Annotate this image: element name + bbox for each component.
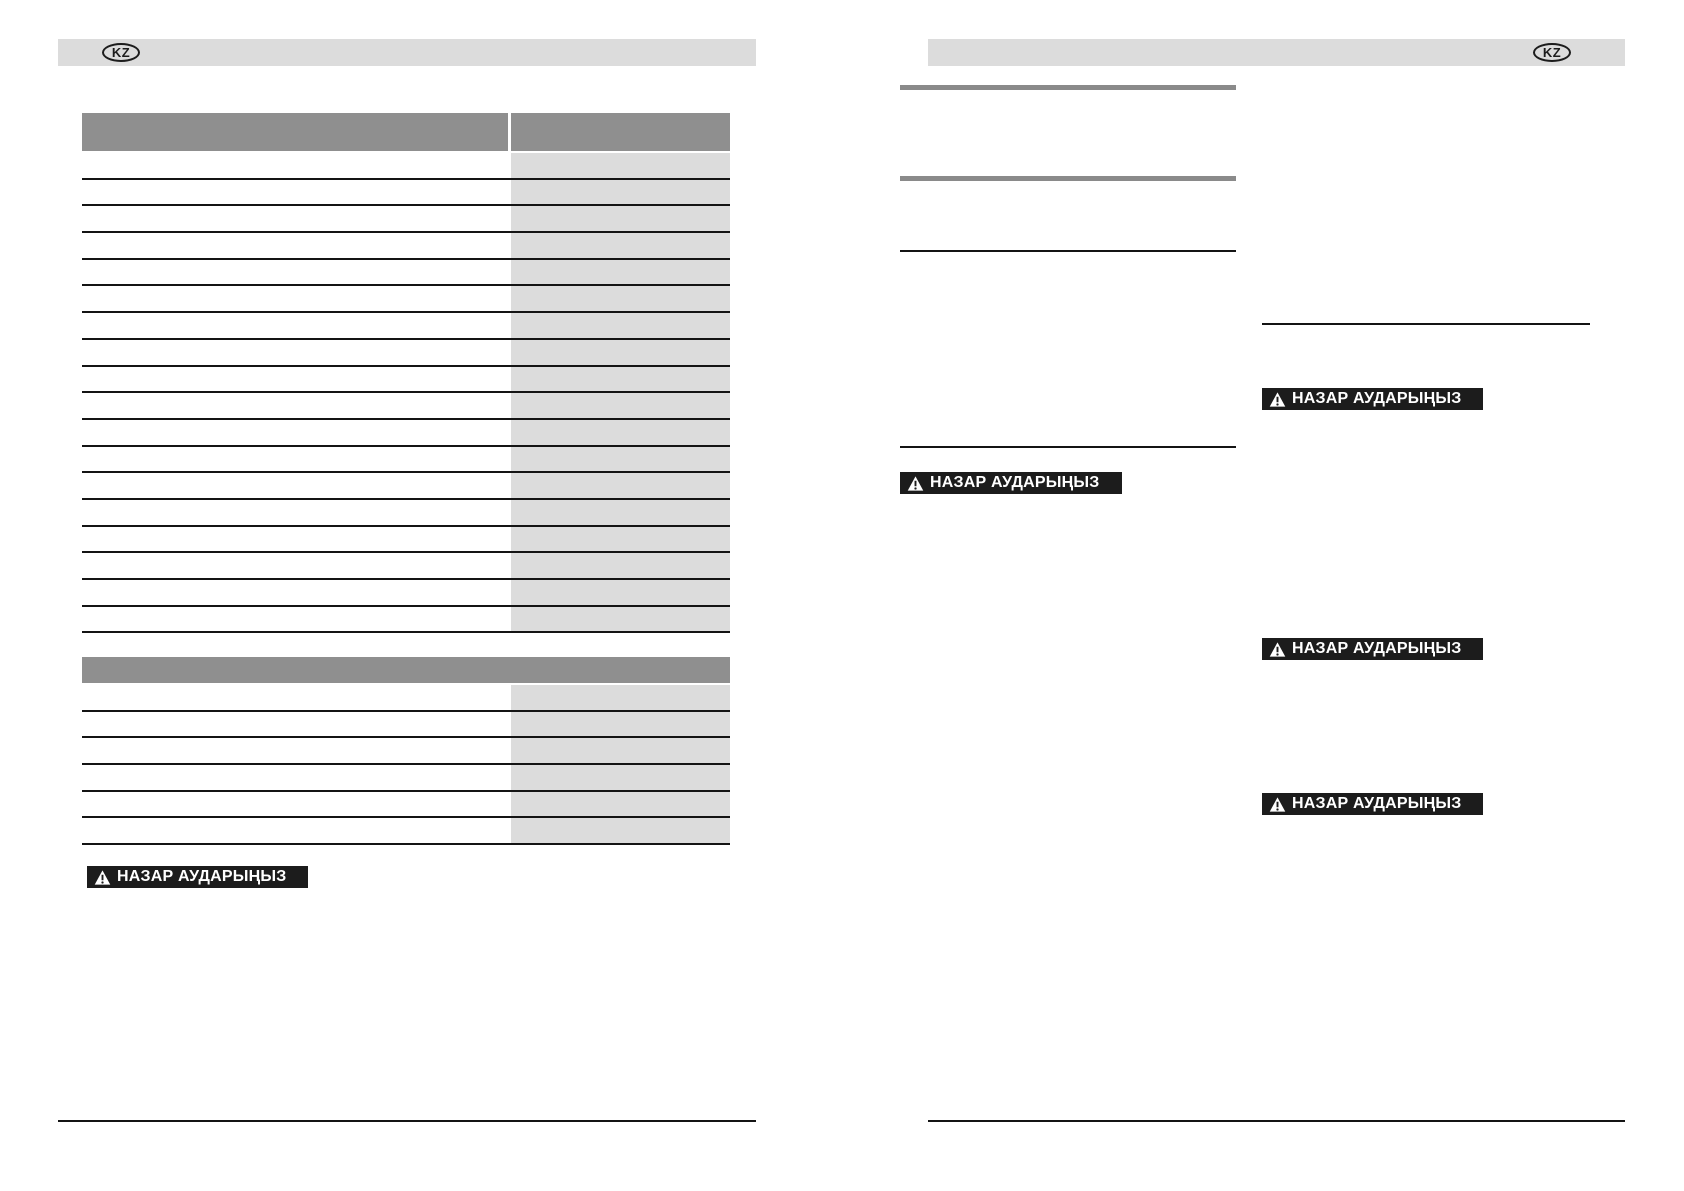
table-header-cell-left: [82, 113, 508, 151]
warning-badge-label: НАЗАР АУДАРЫҢЫЗ: [1292, 795, 1462, 812]
page-footer-rule: [58, 1120, 756, 1122]
table-cell-right: [511, 260, 730, 285]
table-row: [82, 527, 730, 554]
warning-badge-label: НАЗАР АУДАРЫҢЫЗ: [1292, 390, 1462, 407]
table-cell-right: [511, 367, 730, 392]
table-row: [82, 233, 730, 260]
warning-triangle-icon: [1269, 642, 1286, 657]
section-rule-thin: [900, 250, 1236, 252]
section-rule-thin: [900, 446, 1236, 448]
table-cell-right: [511, 527, 730, 552]
table-cell-right: [511, 792, 730, 817]
table-header: [82, 657, 730, 683]
warning-badge-label: НАЗАР АУДАРЫҢЫЗ: [930, 474, 1100, 491]
table-cell-right: [511, 180, 730, 205]
table-body: [82, 683, 730, 845]
table-row: [82, 313, 730, 340]
table-row: [82, 553, 730, 580]
table-row: [82, 447, 730, 474]
spec-table-2: [82, 657, 730, 845]
table-cell-right: [511, 818, 730, 843]
table-cell-right: [511, 233, 730, 258]
table-cell-right: [511, 580, 730, 605]
table-row: [82, 712, 730, 739]
kz-language-badge: [1533, 43, 1571, 62]
table-row: [82, 367, 730, 394]
table-row: [82, 792, 730, 819]
warning-badge: [87, 866, 308, 888]
table-row: [82, 393, 730, 420]
table-row: [82, 818, 730, 845]
kz-label: KZ: [111, 45, 131, 60]
table-row: [82, 500, 730, 527]
table-cell-right: [511, 153, 730, 178]
table-cell-right: [511, 206, 730, 231]
warning-badge-label: НАЗАР АУДАРЫҢЫЗ: [1292, 640, 1462, 657]
table-row: [82, 180, 730, 207]
table-header-cell-full: [82, 657, 730, 683]
table-row: [82, 738, 730, 765]
table-cell-right: [511, 712, 730, 737]
warning-triangle-icon: [1269, 392, 1286, 407]
page-footer-rule: [928, 1120, 1625, 1122]
warning-badge-label: НАЗАР АУДАРЫҢЫЗ: [117, 868, 287, 885]
warning-badge: [1262, 388, 1483, 410]
table-cell-right: [511, 393, 730, 418]
table-cell-right: [511, 553, 730, 578]
warning-badge: [900, 472, 1122, 494]
section-rule-thin: [1262, 323, 1590, 325]
table-row: [82, 473, 730, 500]
table-row: [82, 206, 730, 233]
warning-triangle-icon: [94, 870, 111, 885]
table-row: [82, 685, 730, 712]
table-row: [82, 580, 730, 607]
table-row: [82, 260, 730, 287]
table-row: [82, 607, 730, 634]
warning-triangle-icon: [907, 476, 924, 491]
warning-badge: [1262, 638, 1483, 660]
table-row: [82, 286, 730, 313]
table-cell-right: [511, 447, 730, 472]
table-row: [82, 765, 730, 792]
table-cell-right: [511, 313, 730, 338]
table-row: [82, 340, 730, 367]
kz-language-badge: [102, 43, 140, 62]
left-page-header-bar: [58, 39, 756, 66]
table-cell-right: [511, 500, 730, 525]
spec-table-1: [82, 113, 730, 633]
table-cell-right: [511, 420, 730, 445]
section-rule-thick: [900, 85, 1236, 90]
table-row: [82, 420, 730, 447]
warning-triangle-icon: [1269, 797, 1286, 812]
kz-label: KZ: [1542, 45, 1562, 60]
warning-badge: [1262, 793, 1483, 815]
table-cell-right: [511, 765, 730, 790]
section-rule-thick: [900, 176, 1236, 181]
right-page-header-bar: [928, 39, 1625, 66]
table-cell-right: [511, 607, 730, 632]
table-cell-right: [511, 286, 730, 311]
table-body: [82, 151, 730, 633]
table-row: [82, 153, 730, 180]
table-header-cell-right: [511, 113, 730, 151]
table-header: [82, 113, 730, 151]
table-cell-right: [511, 340, 730, 365]
table-cell-right: [511, 685, 730, 710]
table-cell-right: [511, 738, 730, 763]
table-cell-right: [511, 473, 730, 498]
